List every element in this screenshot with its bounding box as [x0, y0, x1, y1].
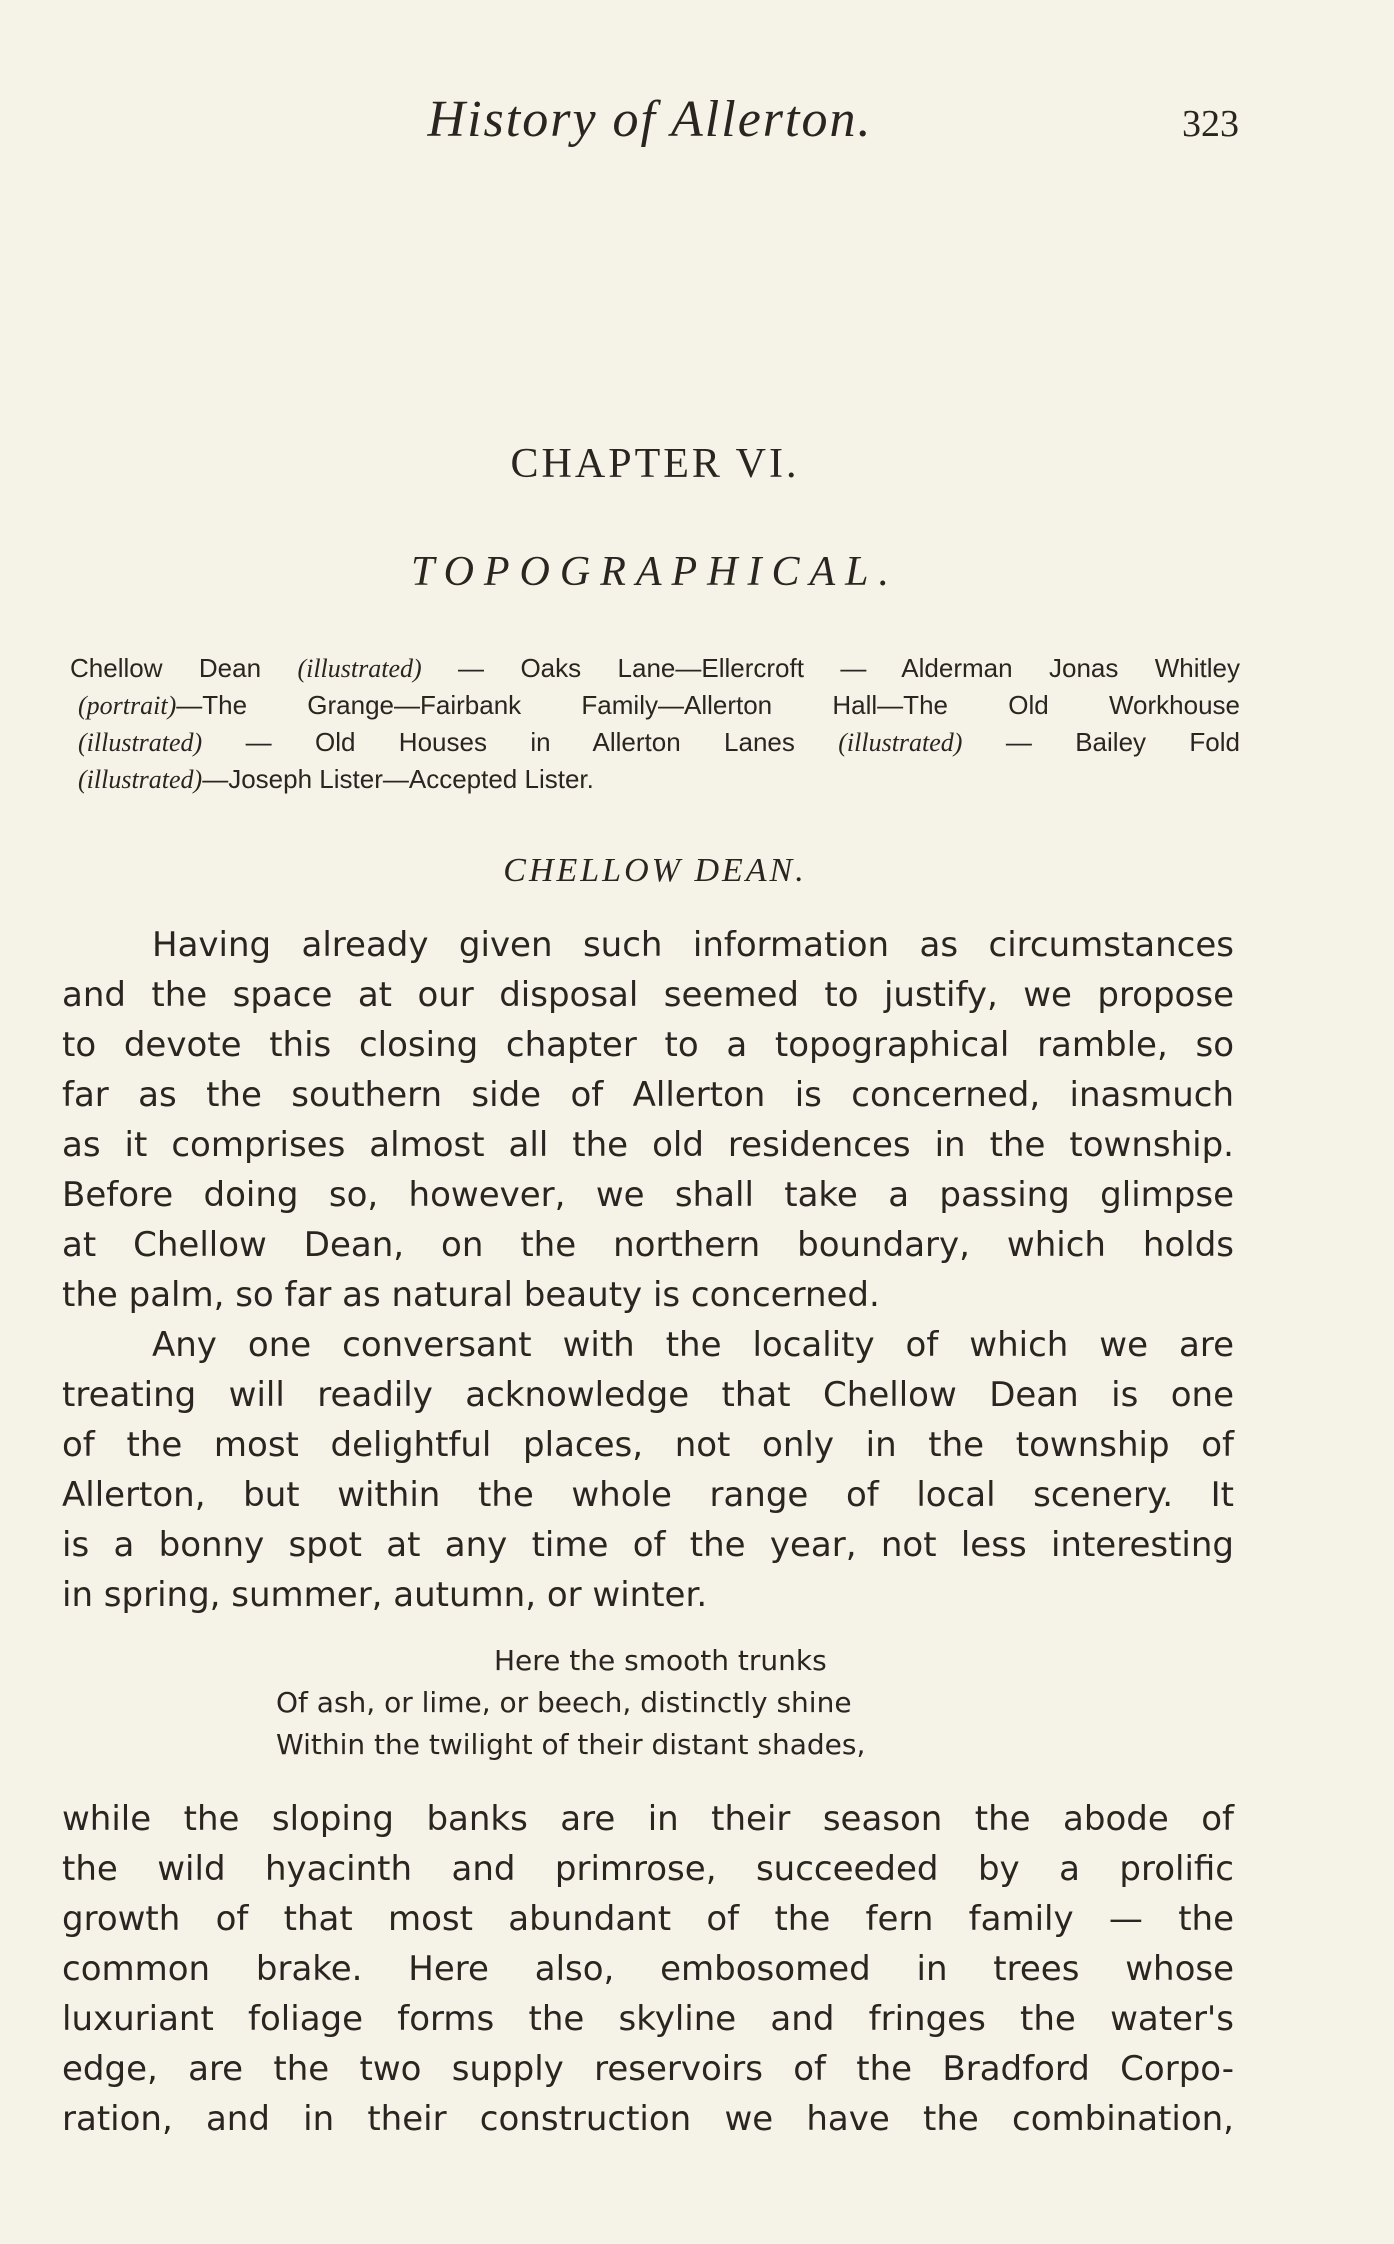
text-line: Having already given such information as circumstances	[152, 925, 1234, 965]
verse-line: Of ash, or lime, or beech, distinctly shine	[276, 1686, 852, 1719]
text-line: and the space at our disposal seemed to justify, we propose	[62, 975, 1234, 1015]
text-line: in spring, summer, autumn, or winter.	[62, 1575, 708, 1615]
contents-line	[70, 650, 1240, 687]
text-line: treating will readily acknowledge that Chellow Dean is one	[62, 1375, 1234, 1415]
text-line: ration, and in their construction we have the combination,	[62, 2099, 1234, 2139]
verse-line: Here the smooth trunks	[494, 1644, 827, 1677]
text-line: while the sloping banks are in their season the abode of	[62, 1799, 1234, 1839]
paragraph-1	[62, 920, 1234, 1320]
contents-item: —Joseph Lister—Accepted Lister.	[202, 764, 594, 794]
contents-note: (illustrated)	[78, 728, 203, 757]
contents-item: —The Grange—Fairbank Family—Allerton Hall—The Old Workhouse	[176, 690, 1240, 720]
contents-note: (illustrated)	[838, 728, 963, 757]
contents-note: (illustrated)	[297, 654, 422, 683]
text-line: as it comprises almost all the old residences in the township.	[62, 1125, 1234, 1165]
verse-line: Within the twilight of their distant shades,	[276, 1728, 866, 1761]
running-head	[0, 90, 1394, 160]
contents-line	[70, 724, 1240, 761]
contents-note: (illustrated)	[78, 765, 203, 794]
contents-item: Chellow Dean	[70, 653, 298, 683]
contents-item: — Oaks Lane—Ellercroft — Alderman Jonas Whitley	[421, 653, 1240, 683]
paragraph-2	[62, 1320, 1234, 1620]
contents-line	[70, 761, 1240, 798]
chapter-contents	[70, 650, 1240, 798]
text-line: Before doing so, however, we shall take a passing glimpse	[62, 1175, 1234, 1215]
text-line: luxuriant foliage forms the skyline and fringes the water's	[62, 1999, 1234, 2039]
contents-line	[70, 687, 1240, 724]
text-line: the palm, so far as natural beauty is concerned.	[62, 1275, 880, 1315]
chapter-title: TOPOGRAPHICAL.	[410, 549, 900, 595]
text-line: to devote this closing chapter to a topographical ramble, so	[62, 1025, 1234, 1065]
text-line: at Chellow Dean, on the northern boundary, which holds	[62, 1225, 1234, 1265]
chapter-number: CHAPTER VI.	[510, 441, 800, 487]
text-line: growth of that most abundant of the fern family — the	[62, 1899, 1234, 1939]
contents-item: — Old Houses in Allerton Lanes	[202, 727, 839, 757]
contents-note: (portrait)	[78, 691, 177, 720]
text-line: the wild hyacinth and primrose, succeeded by a prolific	[62, 1849, 1234, 1889]
contents-item: — Bailey Fold	[962, 727, 1240, 757]
text-line: Any one conversant with the locality of which we are	[152, 1325, 1234, 1365]
text-line: is a bonny spot at any time of the year, not less interesting	[62, 1525, 1234, 1565]
verse-quotation	[0, 1640, 1310, 1766]
text-line: of the most delightful places, not only in the township of	[62, 1425, 1234, 1465]
page-number: 323	[1182, 103, 1239, 145]
paragraph-3	[62, 1794, 1234, 2144]
text-line: edge, are the two supply reservoirs of the Bradford Corpo-	[62, 2049, 1234, 2089]
text-line: Allerton, but within the whole range of local scenery. It	[62, 1475, 1234, 1515]
section-heading: CHELLOW DEAN.	[503, 852, 807, 889]
running-title: History of Allerton.	[427, 91, 873, 148]
text-line: far as the southern side of Allerton is concerned, inasmuch	[62, 1075, 1234, 1115]
text-line: common brake. Here also, embosomed in trees whose	[62, 1949, 1234, 1989]
